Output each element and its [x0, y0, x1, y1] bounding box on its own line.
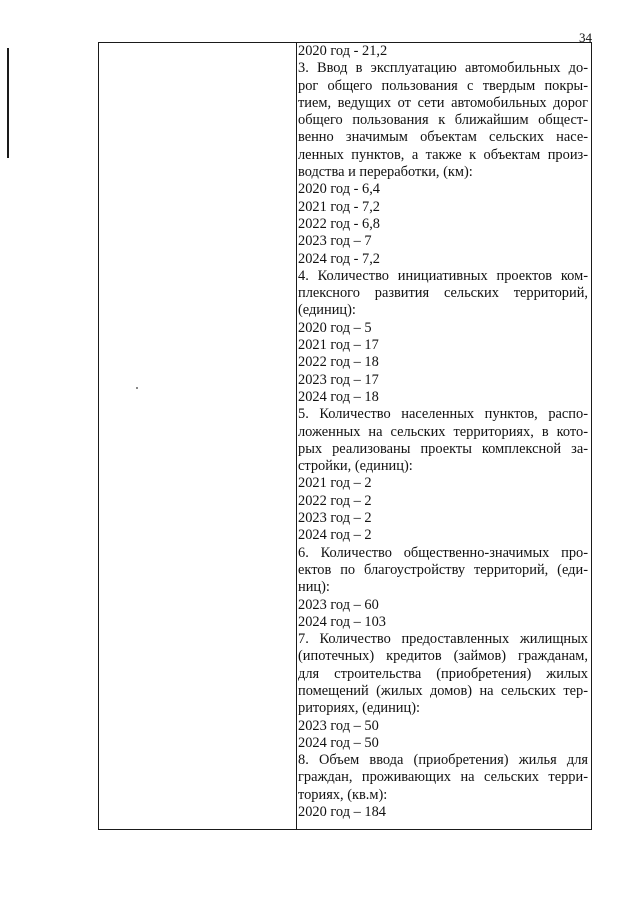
text-line: ленных пунктов, а также к объектам произ-: [298, 146, 588, 163]
text-line: 2020 год - 6,4: [298, 181, 381, 198]
table-right-cell: [298, 43, 588, 821]
text-line: 7. Количество предоставленных жилищных: [298, 631, 588, 648]
text-line: 2021 год – 2: [298, 475, 372, 492]
text-line: общего пользования к ближайшим общест-: [298, 112, 588, 129]
text-line: (единиц):: [298, 302, 356, 319]
document-table: [98, 42, 592, 830]
text-line: водства и переработки, (км):: [298, 164, 473, 181]
text-line: венно значимым объектам сельских насе-: [298, 129, 588, 146]
text-line: помещений (жилых домов) на сельских тер-: [298, 682, 588, 699]
text-line: 2023 год – 2: [298, 510, 372, 527]
text-line: 3. Ввод в эксплуатацию автомобильных до-: [298, 60, 588, 77]
text-line: 2023 год – 50: [298, 717, 379, 734]
text-line: 2023 год – 7: [298, 233, 372, 250]
text-line: 2024 год – 18: [298, 388, 379, 405]
text-line: 6. Количество общественно-значимых про-: [298, 544, 588, 561]
text-line: 5. Количество населенных пунктов, распо-: [298, 406, 588, 423]
text-line: тием, ведущих от сети автомобильных дорог: [298, 94, 588, 111]
text-line: рог общего пользования с твердым покры-: [298, 77, 588, 94]
text-line: 2020 год - 21,2: [298, 43, 388, 59]
text-line: 2020 год – 5: [298, 319, 372, 336]
text-line: 2023 год – 60: [298, 596, 379, 613]
text-line: граждан, проживающих на сельских терри-: [298, 769, 588, 786]
text-line: (ипотечных) кредитов (займов) гражданам,: [298, 648, 588, 665]
text-line: 4. Количество инициативных проектов ком-: [298, 267, 588, 284]
text-line: 2021 год - 7,2: [298, 198, 381, 215]
text-line: 2024 год – 2: [298, 527, 372, 544]
text-line: 2023 год – 17: [298, 371, 379, 388]
text-line: 2022 год - 6,8: [298, 215, 381, 232]
text-line: 8. Объем ввода (приобретения) жилья для: [298, 752, 588, 769]
text-line: риториях, (единиц):: [298, 700, 421, 717]
table-left-cell: [99, 43, 296, 829]
text-line: ниц):: [298, 579, 330, 596]
table-column-divider: [296, 43, 297, 829]
text-line: рых реализованы проекты комплексной за-: [298, 440, 588, 457]
scan-margin-mark: [7, 48, 9, 158]
text-line: 2022 год – 2: [298, 492, 372, 509]
text-line: плексного развития сельских территорий,: [298, 285, 588, 302]
text-line: ложенных на сельских территориях, в кото-: [298, 423, 588, 440]
text-line: 2022 год – 18: [298, 354, 379, 371]
text-line: для строительства (приобретения) жилых: [298, 665, 588, 682]
text-line: 2024 год – 103: [298, 613, 387, 630]
text-line: 2024 год - 7,2: [298, 250, 381, 267]
text-line: 2021 год – 17: [298, 337, 379, 354]
text-line: стройки, (единиц):: [298, 458, 413, 475]
page-number: 34: [579, 30, 592, 45]
text-line: 2024 год – 50: [298, 734, 379, 751]
text-line: ториях, (кв.м):: [298, 786, 388, 803]
text-line: 2020 год – 184: [298, 804, 387, 821]
text-line: ектов по благоустройству территорий, (еди-: [298, 561, 588, 578]
